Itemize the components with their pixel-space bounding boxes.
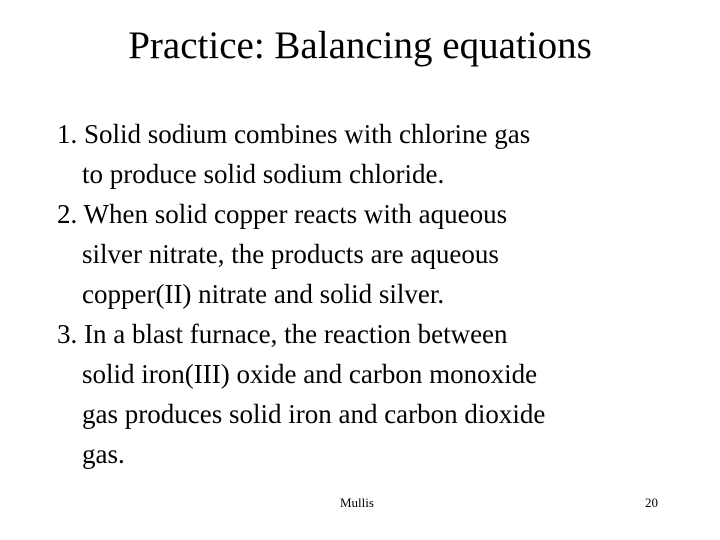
item-text-continued: to produce solid sodium chloride. <box>82 159 445 189</box>
item-text: Solid sodium combines with chlorine gas <box>84 119 531 149</box>
item-text-continued: gas produces solid iron and carbon dioxide <box>82 399 546 429</box>
item-text-continued: gas. <box>82 439 125 469</box>
list-item <box>57 114 697 194</box>
item-text-continued: copper(II) nitrate and solid silver. <box>82 279 445 309</box>
list-item <box>57 194 697 314</box>
item-text-continued: silver nitrate, the products are aqueous <box>82 239 499 269</box>
item-text: When solid copper reacts with aqueous <box>83 199 508 229</box>
item-text: In a blast furnace, the reaction between <box>84 319 508 349</box>
item-first-line <box>57 194 697 234</box>
item-first-line <box>57 114 697 154</box>
page-number: 20 <box>645 495 658 510</box>
problem-list <box>57 114 697 474</box>
item-number: 2. <box>57 199 78 229</box>
item-number: 3. <box>57 319 78 349</box>
footer-author: Mullis <box>340 495 374 510</box>
item-text-continued: solid iron(III) oxide and carbon monoxide <box>82 359 538 389</box>
item-first-line <box>57 314 697 354</box>
item-number: 1. <box>57 119 78 149</box>
list-item <box>57 314 697 474</box>
slide-title: Practice: Balancing equations <box>128 24 592 67</box>
